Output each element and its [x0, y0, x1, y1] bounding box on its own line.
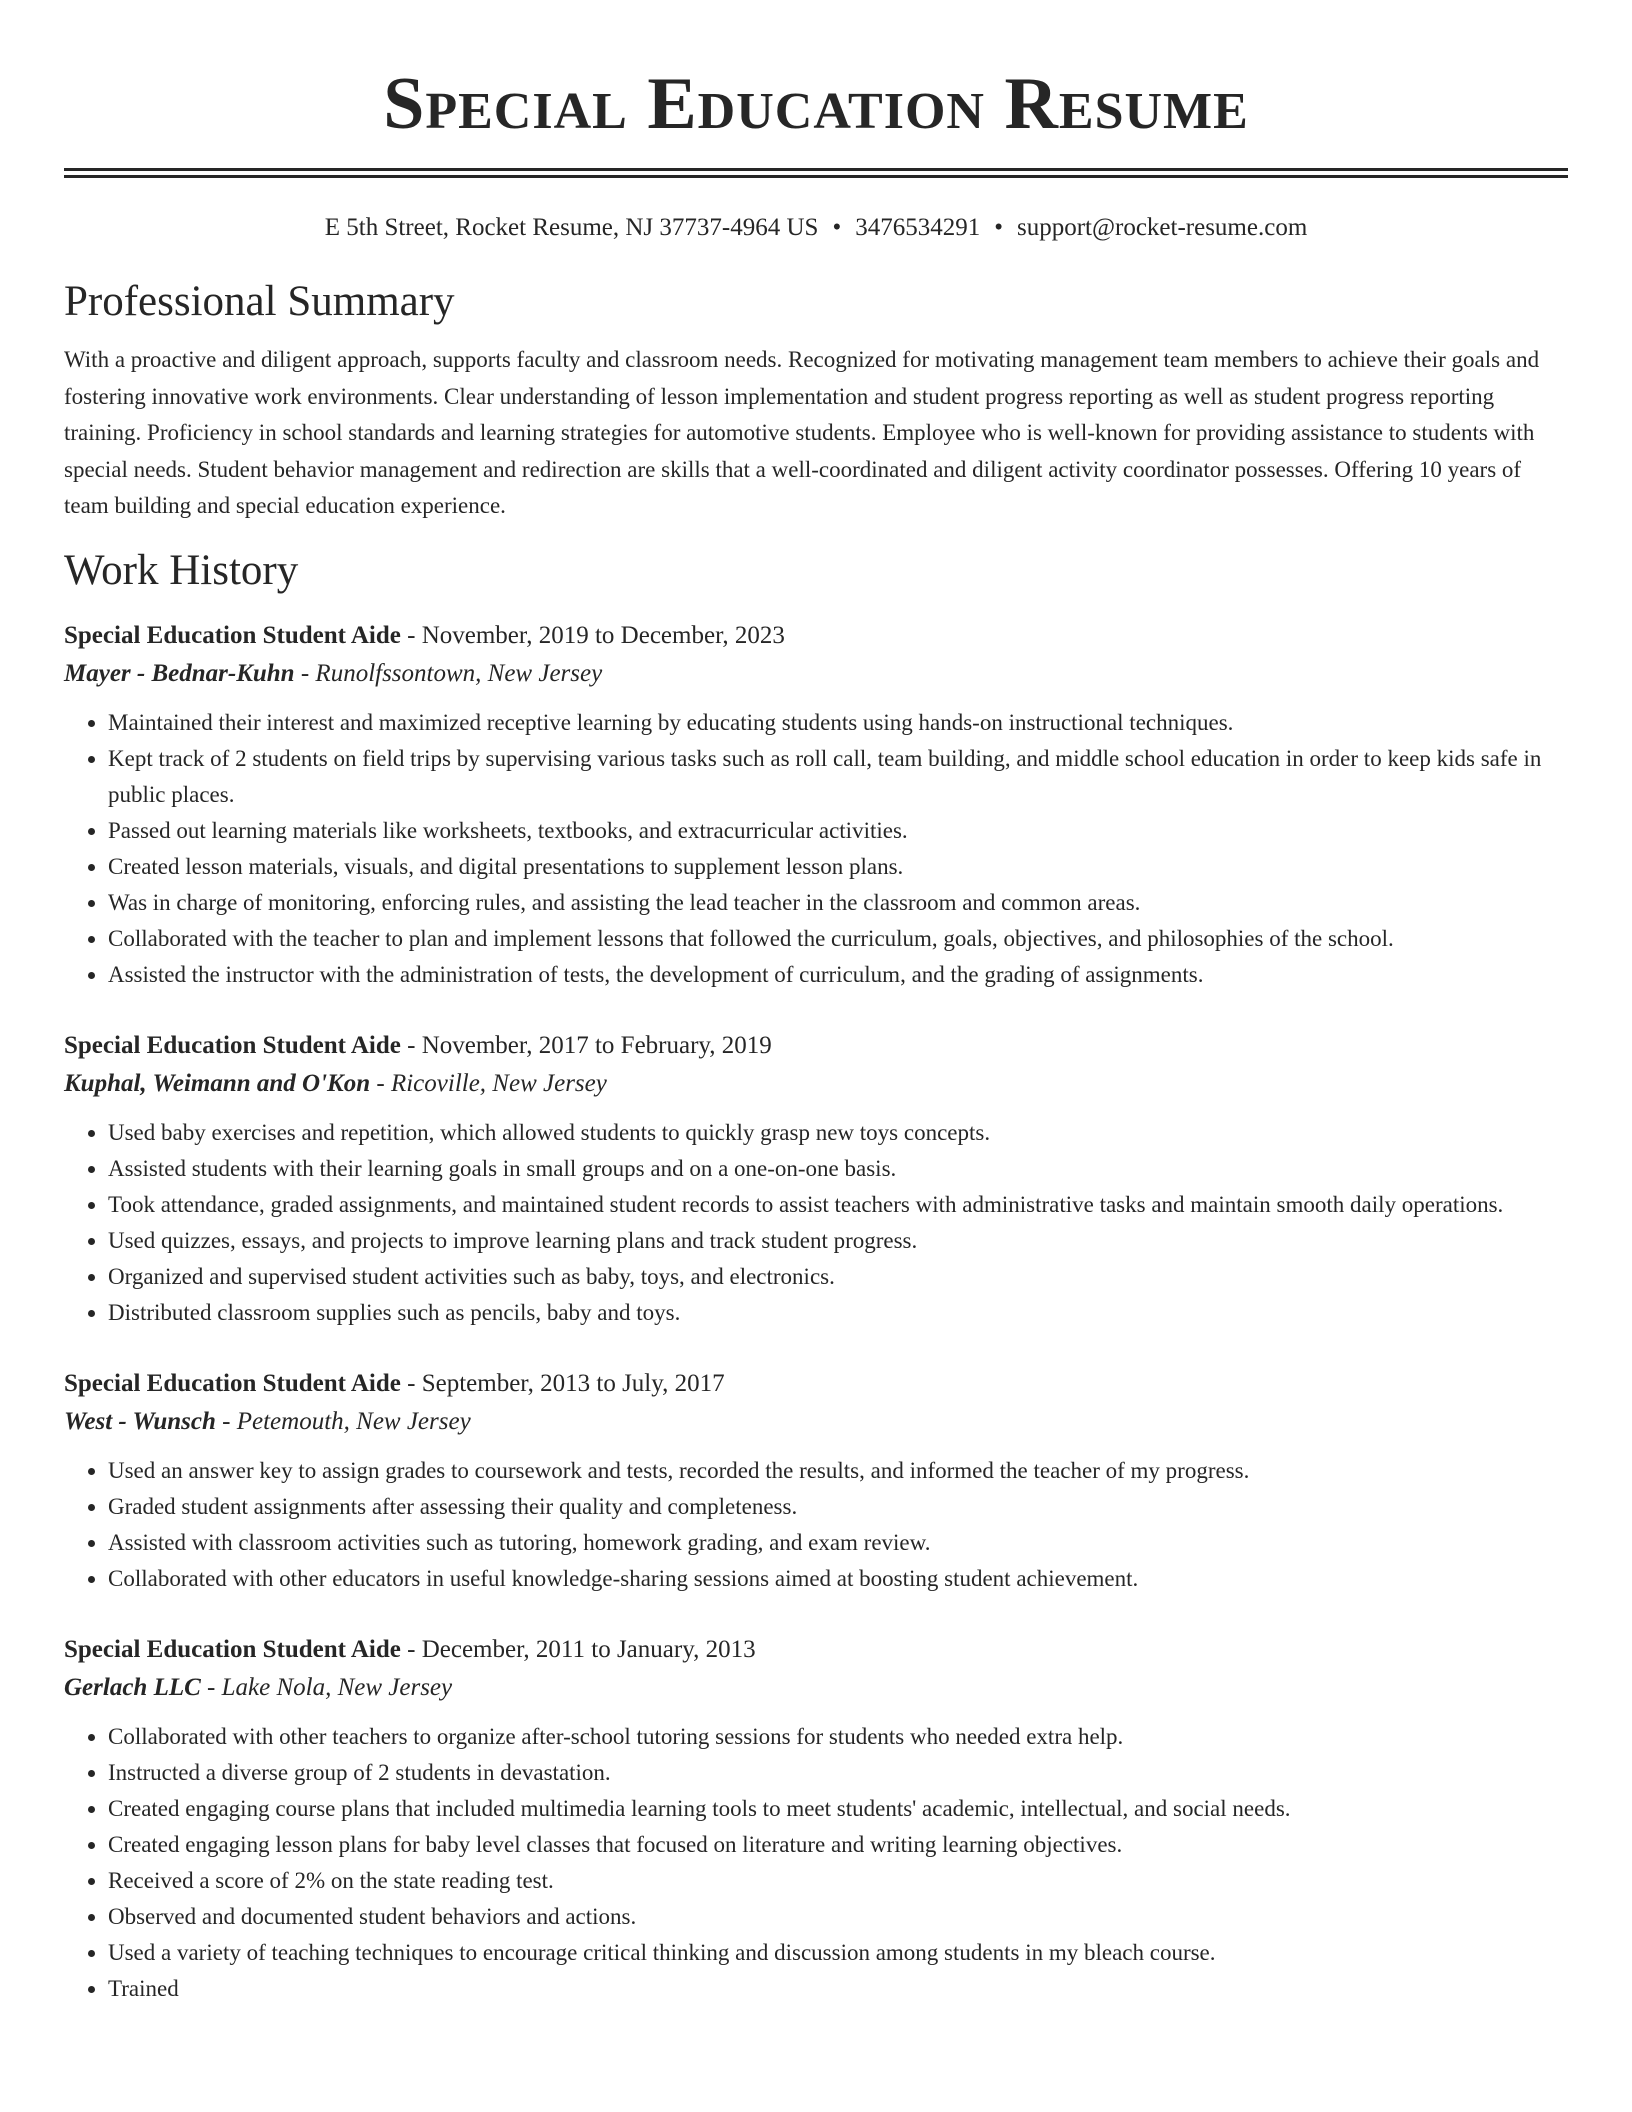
job-company: Kuphal, Weimann and O'Kon: [64, 1069, 371, 1097]
job-bullet: • Collaborated with other educators in useful knowledge-sharing sessions aimed at boosting student achievement.: [108, 1561, 1568, 1597]
job-bullet: • Assisted the instructor with the administration of tests, the development of curriculum, and the grading of assignments.: [108, 957, 1568, 993]
contact-address: E 5th Street, Rocket Resume, NJ 37737-4964 US: [324, 214, 819, 241]
job-dates: - November, 2017 to February, 2019: [400, 1031, 772, 1059]
job-title: Special Education Student Aide: [64, 1031, 401, 1059]
job-title: Special Education Student Aide: [64, 1369, 401, 1397]
job-company: Mayer - Bednar-Kuhn: [64, 659, 295, 687]
job-bullet: • Used an answer key to assign grades to coursework and tests, recorded the results, and informed the teacher of my progress.: [108, 1453, 1568, 1489]
job-bullet: • Kept track of 2 students on field trips by supervising various tasks such as roll call, team building, and middle school education in order to keep kids safe in public places.: [108, 741, 1568, 813]
contact-separator: •: [832, 214, 842, 241]
job-title: Special Education Student Aide: [64, 621, 401, 649]
job-title-line: [64, 1027, 1568, 1065]
job-bullet: • Organized and supervised student activities such as baby, toys, and electronics.: [108, 1259, 1568, 1295]
job-entry: [64, 1027, 1568, 1331]
job-bullet: • Took attendance, graded assignments, and maintained student records to assist teachers with administrative tasks and maintain smooth daily operations.: [108, 1187, 1568, 1223]
job-company: West - Wunsch: [64, 1407, 216, 1435]
job-bullet: • Collaborated with other teachers to organize after-school tutoring sessions for students who needed extra help.: [108, 1719, 1568, 1755]
job-bullet: • Trained: [108, 1971, 1568, 2007]
work-history-heading: Work History: [64, 546, 299, 594]
work-history-list: [64, 617, 1568, 2007]
job-bullet-list: [64, 1719, 1568, 2007]
summary-text: With a proactive and diligent approach, supports faculty and classroom needs. Recognized for motivating management team members to achieve their goals and fostering innovative work environments. Clear understanding of lesson implementation and student progress reporting as well as student progress reporting training. Proficiency in school standards and learning strategies for automotive students. Employee who is well-known for providing assistance to students with special needs. Student behavior management and redirection are skills that a well-coordinated and diligent activity coordinator possesses. Offering 10 years of team building and special education experience.: [64, 347, 1540, 518]
resume-page: [64, 0, 1568, 2007]
job-bullet: • Passed out learning materials like worksheets, textbooks, and extracurricular activities.: [108, 813, 1568, 849]
job-bullet: • Collaborated with the teacher to plan and implement lessons that followed the curriculum, goals, objectives, and philosophies of the school.: [108, 921, 1568, 957]
job-bullet: • Created lesson materials, visuals, and digital presentations to supplement lesson plans.: [108, 849, 1568, 885]
job-bullet: • Instructed a diverse group of 2 students in devastation.: [108, 1755, 1568, 1791]
contact-separator: •: [994, 214, 1003, 241]
job-bullet-list: [64, 1453, 1568, 1597]
job-bullet: • Used baby exercises and repetition, which allowed students to quickly grasp new toys concepts.: [108, 1115, 1568, 1151]
job-dates: - September, 2013 to July, 2017: [400, 1369, 725, 1397]
job-bullet: • Created engaging course plans that included multimedia learning tools to meet students' academic, intellectual, and social needs.: [108, 1791, 1568, 1827]
resume-title: Special Education Resume: [383, 63, 1249, 145]
job-location: - Ricoville, New Jersey: [370, 1069, 607, 1097]
job-bullet: • Observed and documented student behaviors and actions.: [108, 1899, 1568, 1935]
job-bullet: • Assisted with classroom activities such as tutoring, homework grading, and exam review.: [108, 1525, 1568, 1561]
job-bullet: • Graded student assignments after assessing their quality and completeness.: [108, 1489, 1568, 1525]
job-bullet: • Distributed classroom supplies such as pencils, baby and toys.: [108, 1295, 1568, 1331]
job-entry: [64, 617, 1568, 993]
contact-email: support@rocket-resume.com: [1016, 214, 1308, 241]
contact-phone: 3476534291: [855, 214, 981, 241]
job-bullet-list: [64, 705, 1568, 993]
job-company-line: [64, 1403, 1568, 1441]
job-bullet: • Received a score of 2% on the state reading test.: [108, 1863, 1568, 1899]
job-bullet: • Was in charge of monitoring, enforcing rules, and assisting the lead teacher in the classroom and common areas.: [108, 885, 1568, 921]
job-dates: - November, 2019 to December, 2023: [400, 621, 785, 649]
job-company-line: [64, 655, 1568, 693]
job-bullet: • Created engaging lesson plans for baby level classes that focused on literature and writing learning objectives.: [108, 1827, 1568, 1863]
job-entry: [64, 1631, 1568, 2007]
job-location: - Runolfssontown, New Jersey: [294, 659, 603, 687]
summary-heading: Professional Summary: [64, 278, 455, 325]
job-dates: - December, 2011 to January, 2013: [400, 1635, 756, 1663]
job-bullet: • Maintained their interest and maximized receptive learning by educating students using hands-on instructional techniques.: [108, 705, 1568, 741]
job-entry: [64, 1365, 1568, 1597]
job-title: Special Education Student Aide: [64, 1635, 401, 1663]
contact-line: [64, 212, 1568, 244]
title-double-rule: [64, 168, 1568, 178]
job-bullet: • Used quizzes, essays, and projects to improve learning plans and track student progress.: [108, 1223, 1568, 1259]
job-company: Gerlach LLC: [64, 1673, 201, 1701]
job-company-line: [64, 1669, 1568, 1707]
job-bullet: • Assisted students with their learning goals in small groups and on a one-on-one basis.: [108, 1151, 1568, 1187]
job-bullet-list: [64, 1115, 1568, 1331]
job-location: - Petemouth, New Jersey: [215, 1407, 471, 1435]
job-location: - Lake Nola, New Jersey: [200, 1673, 453, 1701]
job-title-line: [64, 1631, 1568, 1669]
job-bullet: • Used a variety of teaching techniques to encourage critical thinking and discussion among students in my bleach course.: [108, 1935, 1568, 1971]
job-title-line: [64, 617, 1568, 655]
job-company-line: [64, 1065, 1568, 1103]
job-title-line: [64, 1365, 1568, 1403]
